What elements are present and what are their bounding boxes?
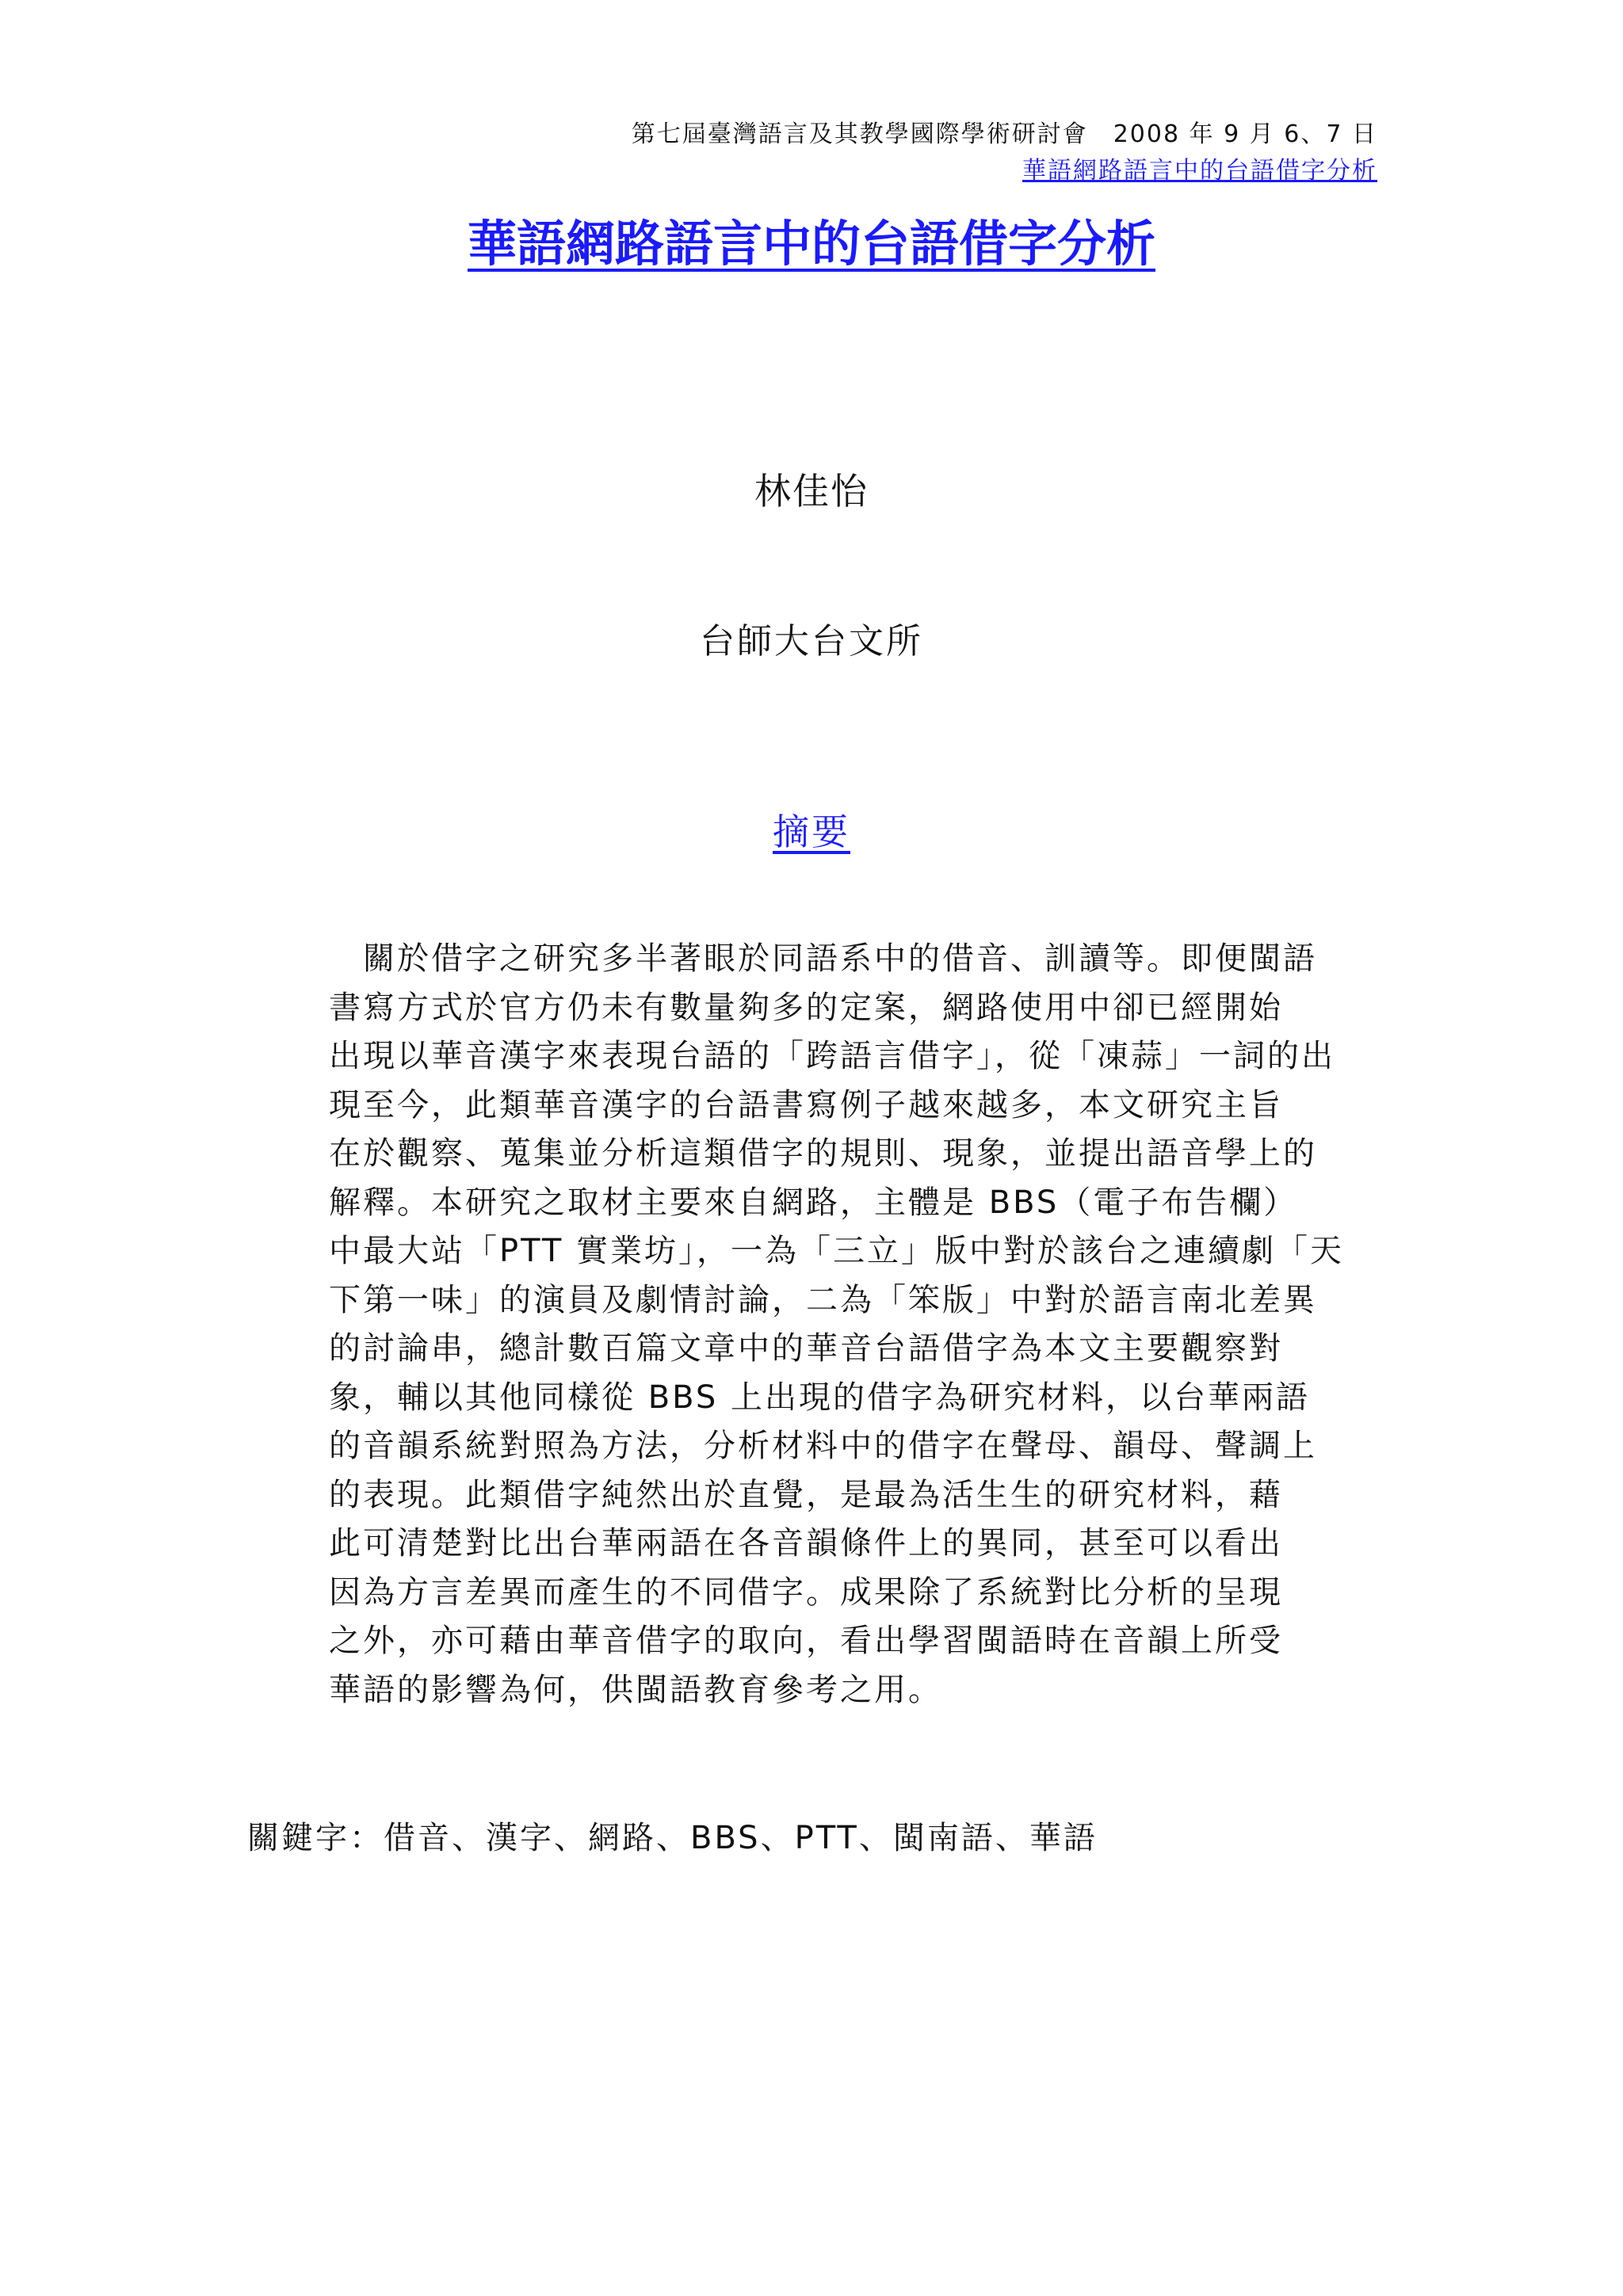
abstract-line: 因為方言差異而產生的不同借字。成果除了系統對比分析的呈現 [329, 1573, 1283, 1611]
abstract-line: 關於借字之研究多半著眼於同語系中的借音、訓讀等。即便閩語 [329, 940, 1317, 977]
abstract-line: 解釋。本研究之取材主要來自網路，主體是 BBS（電子布告欄） [329, 1184, 1298, 1221]
abstract-line: 此可清楚對比出台華兩語在各音韻條件上的異同，甚至可以看出 [329, 1525, 1283, 1562]
author-affiliation: 台師大台文所 [700, 621, 923, 662]
abstract-line: 象，輔以其他同樣從 BBS 上出現的借字為研究材料，以台華兩語 [329, 1379, 1310, 1416]
abstract-heading-link[interactable]: 摘要 [773, 810, 850, 853]
abstract-line: 之外，亦可藉由華音借字的取向，看出學習閩語時在音韻上所受 [329, 1623, 1283, 1659]
conference-header: 第七屆臺灣語言及其教學國際學術研討會 2008 年 9 月 6、7 日 [631, 120, 1377, 148]
abstract-line: 的音韻系統對照為方法，分析材料中的借字在聲母、韻母、聲調上 [329, 1428, 1317, 1464]
abstract-line: 中最大站「PTT 實業坊」，一為「三立」版中對於該台之連續劇「天 [329, 1233, 1344, 1269]
abstract-heading [0, 808, 1623, 856]
abstract-line: 出現以華音漢字來表現台語的「跨語言借字」，從「凍蒜」一詞的出 [329, 1038, 1335, 1074]
paper-title [0, 212, 1623, 276]
abstract-line: 的表現。此類借字純然出於直覺，是最為活生生的研究材料，藉 [329, 1476, 1283, 1513]
abstract-line: 華語的影響為何，供閩語教育參考之用。 [329, 1671, 942, 1708]
abstract-line: 下第一味」的演員及劇情討論，二為「笨版」中對於語言南北差異 [329, 1281, 1317, 1318]
abstract-body [329, 935, 1344, 1714]
running-title-link[interactable]: 華語網路語言中的台語借字分析 [1022, 157, 1377, 185]
abstract-line: 現至今，此類華音漢字的台語書寫例子越來越多，本文研究主旨 [329, 1086, 1283, 1123]
abstract-line: 在於觀察、蒐集並分析這類借字的規則、現象，並提出語音學上的 [329, 1135, 1317, 1172]
keywords-line: 關鍵字：借音、漢字、網路、BBS、PTT、閩南語、華語 [247, 1820, 1098, 1856]
paper-title-link[interactable]: 華語網路語言中的台語借字分析 [467, 215, 1155, 273]
abstract-line: 的討論串，總計數百篇文章中的華音台語借字為本文主要觀察對 [329, 1330, 1283, 1367]
abstract-line: 書寫方式於官方仍未有數量夠多的定案，網路使用中卻已經開始 [329, 989, 1283, 1026]
author-name: 林佳怡 [754, 470, 869, 513]
